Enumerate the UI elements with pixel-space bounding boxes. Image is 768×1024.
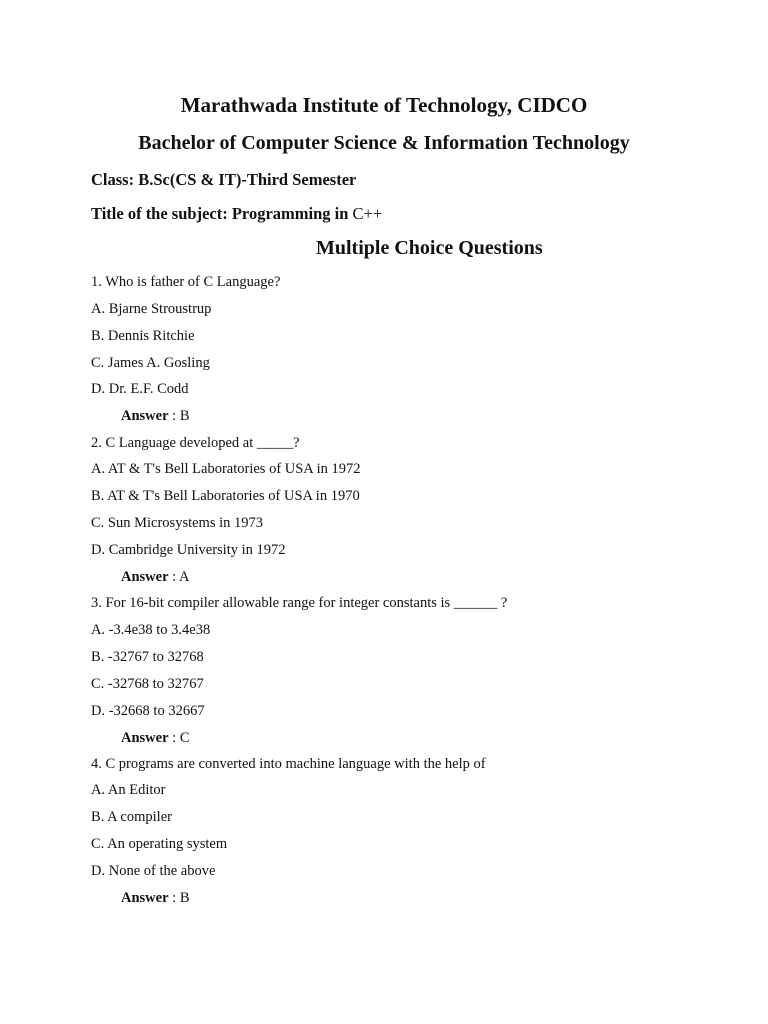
subject-suffix: C++ [352,204,383,223]
answer-line [121,730,189,747]
option-c: C. -32768 to 32767 [91,676,204,692]
answer-value: A [179,569,190,585]
option-b: B. -32767 to 32768 [91,649,204,665]
class-line: Class: B.Sc(CS & IT)-Third Semester [91,170,357,189]
subject-line [91,204,382,224]
answer-label: Answer [121,890,169,906]
answer-line [121,890,189,907]
answer-label: Answer [121,730,169,746]
option-b: B. AT & T's Bell Laboratories of USA in 1970 [91,488,360,504]
option-a: A. Bjarne Stroustrup [91,301,212,317]
option-c: C. Sun Microsystems in 1973 [91,515,263,531]
answer-separator: : [168,890,180,906]
option-a: A. An Editor [91,782,166,798]
question-text: 2. C Language developed at _____? [91,435,300,451]
option-d: D. None of the above [91,863,216,879]
question-text: 1. Who is father of C Language? [91,274,281,290]
option-a: A. -3.4e38 to 3.4e38 [91,622,211,638]
option-a: A. AT & T's Bell Laboratories of USA in 1972 [91,461,361,477]
answer-label: Answer [121,569,169,585]
institute-title: Marathwada Institute of Technology, CIDCO [180,93,588,117]
option-d: D. -32668 to 32667 [91,703,205,719]
answer-value: B [179,890,190,906]
answer-separator: : [168,730,180,746]
option-d: D. Dr. E.F. Codd [91,381,189,397]
answer-value: C [179,730,190,746]
question-text: 4. C programs are converted into machine language with the help of [91,756,486,772]
answer-value: B [179,408,190,424]
answer-label: Answer [121,408,169,424]
option-c: C. James A. Gosling [91,355,210,371]
answer-line [121,408,189,425]
answer-separator: : [168,569,180,585]
option-b: B. A compiler [91,809,172,825]
answer-separator: : [168,408,180,424]
subject-prefix: Title of the subject: Programming in [91,204,353,223]
option-c: C. An operating system [91,836,228,852]
section-title: Multiple Choice Questions [316,237,543,259]
option-b: B. Dennis Ritchie [91,328,195,344]
option-d: D. Cambridge University in 1972 [91,542,286,558]
program-title: Bachelor of Computer Science & Information Technology [138,132,630,154]
answer-line [121,569,190,586]
question-text: 3. For 16-bit compiler allowable range for integer constants is ______ ? [91,595,508,611]
